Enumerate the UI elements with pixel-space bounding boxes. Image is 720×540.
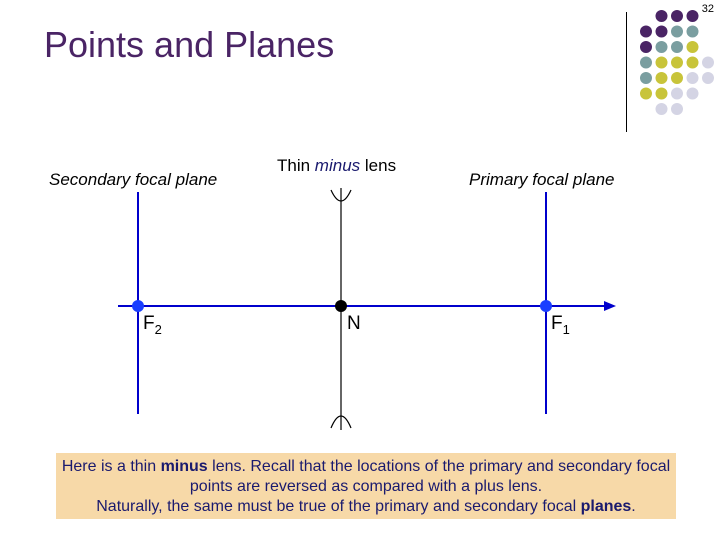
n-label: N [347,313,361,334]
axis-arrowhead [604,301,616,311]
note-part-2: minus [160,458,208,475]
slide-number: 32 [701,3,714,15]
f1-label-sub: 1 [562,321,570,337]
note-part-1: Here is a thin [61,458,161,475]
f1-point [540,300,552,312]
lens-label [277,156,396,176]
f1-label-main: F [551,313,563,334]
f2-label-sub: 2 [154,321,162,337]
f2-label [143,313,162,337]
lens-label-suffix: lens [360,156,397,175]
page-title: Points and Planes [44,24,335,65]
lens-label-emphasis: minus [314,156,361,175]
note-part-6: . [631,498,636,515]
f2-point [132,300,144,312]
n-point [335,300,347,312]
f1-label [551,313,570,337]
secondary-focal-plane-label: Secondary focal plane [49,170,218,189]
note-part-4: Naturally, the same must be true of the primary and secondary focal [96,498,581,515]
lens-label-prefix: Thin [277,156,315,175]
note-part-3: lens. Recall that the locations of the primary and secondary focal points are reversed as compared with a plus lens. [189,458,671,495]
f2-label-main: F [143,313,155,334]
explanation-note [56,453,676,519]
primary-focal-plane-label: Primary focal plane [469,170,615,189]
note-part-5: planes [580,498,632,515]
